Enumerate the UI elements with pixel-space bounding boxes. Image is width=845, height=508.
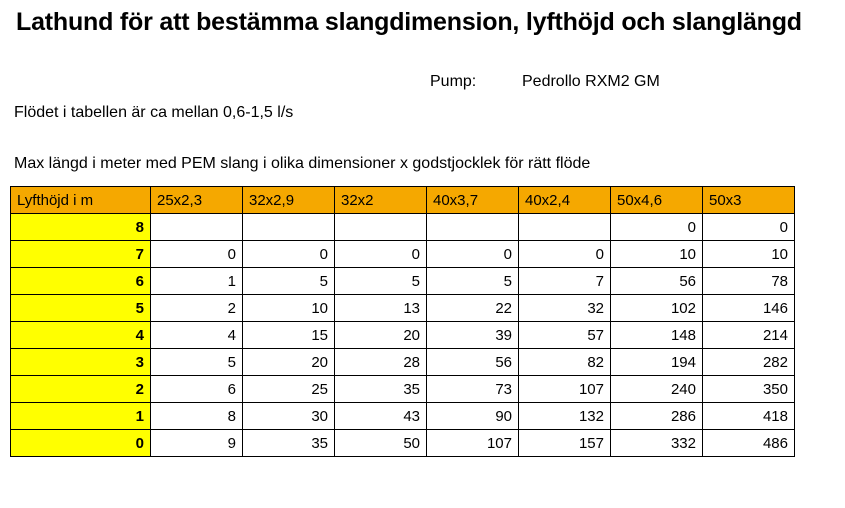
cell-value: 102 bbox=[611, 295, 703, 322]
cell-value: 332 bbox=[611, 430, 703, 457]
cell-value: 286 bbox=[611, 403, 703, 430]
cell-value: 1 bbox=[151, 268, 243, 295]
cell-value: 0 bbox=[427, 241, 519, 268]
cell-value: 35 bbox=[243, 430, 335, 457]
cell-value: 5 bbox=[151, 349, 243, 376]
cell-value: 28 bbox=[335, 349, 427, 376]
cell-value: 20 bbox=[335, 322, 427, 349]
cell-value: 8 bbox=[151, 403, 243, 430]
cell-value: 15 bbox=[243, 322, 335, 349]
cell-value: 194 bbox=[611, 349, 703, 376]
cell-value: 90 bbox=[427, 403, 519, 430]
column-header-50x46: 50x4,6 bbox=[611, 187, 703, 214]
cell-value bbox=[243, 214, 335, 241]
page-title: Lathund för att bestämma slangdimension, lyfthöjd och slanglängd bbox=[16, 8, 802, 36]
cell-value: 5 bbox=[243, 268, 335, 295]
cell-value bbox=[151, 214, 243, 241]
column-header-40x24: 40x2,4 bbox=[519, 187, 611, 214]
cell-value: 0 bbox=[611, 214, 703, 241]
cell-value: 282 bbox=[703, 349, 795, 376]
cell-value: 0 bbox=[335, 241, 427, 268]
cell-value: 0 bbox=[151, 241, 243, 268]
row-header-lift: 6 bbox=[11, 268, 151, 295]
column-header-50x3: 50x3 bbox=[703, 187, 795, 214]
cell-value: 25 bbox=[243, 376, 335, 403]
cell-value: 82 bbox=[519, 349, 611, 376]
cell-value: 107 bbox=[427, 430, 519, 457]
cell-value: 57 bbox=[519, 322, 611, 349]
table-row bbox=[11, 430, 795, 457]
hose-length-table bbox=[10, 186, 795, 457]
cell-value: 32 bbox=[519, 295, 611, 322]
row-header-lift: 0 bbox=[11, 430, 151, 457]
table-header-row bbox=[11, 187, 795, 214]
table-note: Max längd i meter med PEM slang i olika dimensioner x godstjocklek för rätt flöde bbox=[14, 155, 591, 172]
cell-value: 50 bbox=[335, 430, 427, 457]
cell-value: 13 bbox=[335, 295, 427, 322]
table-row bbox=[11, 214, 795, 241]
table-row bbox=[11, 241, 795, 268]
cell-value: 43 bbox=[335, 403, 427, 430]
cell-value bbox=[427, 214, 519, 241]
row-header-lift: 1 bbox=[11, 403, 151, 430]
cell-value: 0 bbox=[519, 241, 611, 268]
cell-value: 214 bbox=[703, 322, 795, 349]
cell-value: 10 bbox=[243, 295, 335, 322]
table-header bbox=[11, 187, 795, 214]
table-row bbox=[11, 268, 795, 295]
table-row bbox=[11, 295, 795, 322]
cell-value: 240 bbox=[611, 376, 703, 403]
cell-value: 486 bbox=[703, 430, 795, 457]
cell-value: 418 bbox=[703, 403, 795, 430]
cell-value: 22 bbox=[427, 295, 519, 322]
cell-value: 2 bbox=[151, 295, 243, 322]
cell-value: 35 bbox=[335, 376, 427, 403]
flow-note: Flödet i tabellen är ca mellan 0,6-1,5 l/s bbox=[14, 104, 294, 121]
row-header-lift: 2 bbox=[11, 376, 151, 403]
row-header-lift: 3 bbox=[11, 349, 151, 376]
cell-value: 10 bbox=[611, 241, 703, 268]
cell-value: 73 bbox=[427, 376, 519, 403]
row-header-lift: 7 bbox=[11, 241, 151, 268]
cell-value: 6 bbox=[151, 376, 243, 403]
cell-value: 56 bbox=[611, 268, 703, 295]
pump-label: Pump: bbox=[430, 73, 477, 90]
cell-value: 5 bbox=[335, 268, 427, 295]
cell-value bbox=[335, 214, 427, 241]
cell-value: 148 bbox=[611, 322, 703, 349]
pump-row bbox=[430, 73, 660, 91]
column-header-lift: Lyfthöjd i m bbox=[11, 187, 151, 214]
pump-value: Pedrollo RXM2 GM bbox=[522, 73, 660, 90]
cell-value: 20 bbox=[243, 349, 335, 376]
table-row bbox=[11, 349, 795, 376]
column-header-25x23: 25x2,3 bbox=[151, 187, 243, 214]
cell-value: 0 bbox=[703, 214, 795, 241]
table-row bbox=[11, 322, 795, 349]
cell-value: 10 bbox=[703, 241, 795, 268]
cell-value: 9 bbox=[151, 430, 243, 457]
cell-value: 5 bbox=[427, 268, 519, 295]
cell-value: 39 bbox=[427, 322, 519, 349]
column-header-32x29: 32x2,9 bbox=[243, 187, 335, 214]
cell-value: 146 bbox=[703, 295, 795, 322]
row-header-lift: 4 bbox=[11, 322, 151, 349]
cell-value bbox=[519, 214, 611, 241]
row-header-lift: 5 bbox=[11, 295, 151, 322]
column-header-32x2: 32x2 bbox=[335, 187, 427, 214]
row-header-lift: 8 bbox=[11, 214, 151, 241]
cell-value: 157 bbox=[519, 430, 611, 457]
cell-value: 30 bbox=[243, 403, 335, 430]
cell-value: 78 bbox=[703, 268, 795, 295]
cell-value: 132 bbox=[519, 403, 611, 430]
cell-value: 4 bbox=[151, 322, 243, 349]
cell-value: 0 bbox=[243, 241, 335, 268]
cell-value: 56 bbox=[427, 349, 519, 376]
table-row bbox=[11, 403, 795, 430]
table-row bbox=[11, 376, 795, 403]
table-body bbox=[11, 214, 795, 457]
cell-value: 107 bbox=[519, 376, 611, 403]
cell-value: 7 bbox=[519, 268, 611, 295]
cell-value: 350 bbox=[703, 376, 795, 403]
column-header-40x37: 40x3,7 bbox=[427, 187, 519, 214]
